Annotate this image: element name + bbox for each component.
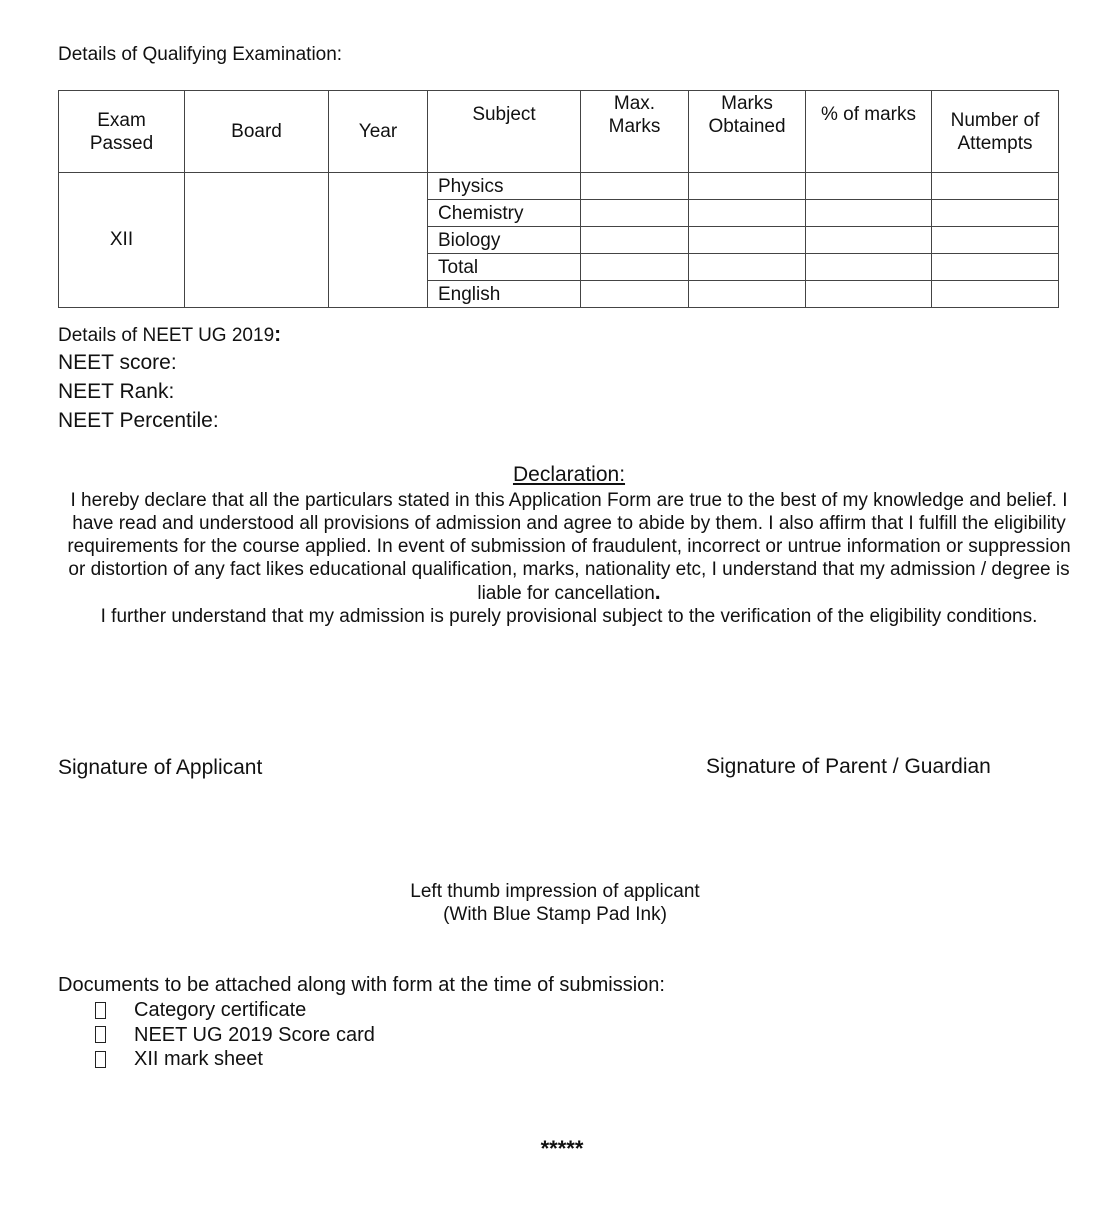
neet-percentile-label: NEET Percentile: — [58, 409, 219, 432]
list-item: Category certificate — [92, 998, 375, 1023]
parent-signature-label: Signature of Parent / Guardian — [706, 755, 991, 778]
documents-list — [92, 998, 375, 1072]
thumb-impression-label: Left thumb impression of applicant (With Blue Stamp Pad Ink) — [410, 881, 700, 925]
col-header-exam-passed: Exam Passed — [59, 91, 185, 173]
exam-passed-cell: XII — [59, 173, 185, 308]
year-cell[interactable] — [329, 173, 428, 308]
applicant-signature-label: Signature of Applicant — [58, 756, 263, 779]
declaration-paragraph-2: I further understand that my admission is purely provisional subject to the verification of the eligibility conditions. — [100, 606, 1038, 627]
percent-cell[interactable] — [806, 173, 932, 200]
neet-heading: Details of NEET UG 2019: — [58, 323, 282, 346]
subject-cell: Physics — [428, 173, 581, 200]
marks-obtained-cell[interactable] — [689, 200, 806, 227]
declaration-title: Declaration: — [512, 463, 626, 486]
attempts-cell[interactable] — [932, 254, 1059, 281]
percent-cell[interactable] — [806, 227, 932, 254]
checkbox-icon[interactable] — [95, 1051, 106, 1068]
col-header-marks-obtained: Marks Obtained — [689, 91, 806, 173]
col-header-subject: Subject — [428, 91, 581, 173]
marks-obtained-cell[interactable] — [689, 227, 806, 254]
max-marks-cell[interactable] — [581, 200, 689, 227]
end-marker: ***** — [540, 1136, 584, 1161]
marks-obtained-cell[interactable] — [689, 254, 806, 281]
declaration-paragraph-1: I hereby declare that all the particulars stated in this Application Form are true to the best of my knowledge and belief. I have read and understood all provisions of admission and agree to abide by them. I also affirm that I fulfill the eligibility requirements for the course applied. In event of submission of fraudulent, incorrect or untrue information or suppression or distortion of any fact likes educational qualification, marks, nationality etc, I understand that my admission / degree is liable for cancellation — [67, 490, 1071, 604]
subject-cell: Biology — [428, 227, 581, 254]
col-header-year: Year — [329, 91, 428, 173]
checkbox-icon[interactable] — [95, 1002, 106, 1019]
list-item: XII mark sheet — [92, 1047, 375, 1072]
attempts-cell[interactable] — [932, 173, 1059, 200]
neet-rank-label: NEET Rank: — [58, 380, 175, 403]
neet-score-label: NEET score: — [58, 351, 177, 374]
documents-heading: Documents to be attached along with form at the time of submission: — [58, 974, 665, 996]
max-marks-cell[interactable] — [581, 281, 689, 308]
subject-cell: Chemistry — [428, 200, 581, 227]
table-row — [59, 173, 1059, 200]
marks-obtained-cell[interactable] — [689, 173, 806, 200]
max-marks-cell[interactable] — [581, 227, 689, 254]
attempts-cell[interactable] — [932, 227, 1059, 254]
subject-cell: Total — [428, 254, 581, 281]
qualifying-exam-table — [58, 90, 1059, 308]
checkbox-icon[interactable] — [95, 1026, 106, 1043]
col-header-percent-marks: % of marks — [806, 91, 932, 173]
percent-cell[interactable] — [806, 200, 932, 227]
col-header-board: Board — [185, 91, 329, 173]
board-cell[interactable] — [185, 173, 329, 308]
col-header-attempts: Number of Attempts — [932, 91, 1059, 173]
declaration-text: I hereby declare that all the particulars stated in this Application Form are true to the best of my knowledge and belief. I have read and understood all provisions of admission and agree to abide by them. I also affirm that I fulfill the eligibility requirements for the course applied. In event of submission of fraudulent, incorrect or untrue information or suppression or distortion of any fact likes educational qualification, marks, nationality etc, I understand that my admission / degree is liable for cancellation. I further understand that my admission is purely provisional subject to the verification of the eligibility conditions. — [67, 490, 1071, 627]
col-header-max-marks: Max. Marks — [581, 91, 689, 173]
percent-cell[interactable] — [806, 281, 932, 308]
attempts-cell[interactable] — [932, 200, 1059, 227]
qualifying-heading: Details of Qualifying Examination: — [58, 44, 343, 65]
subject-cell: English — [428, 281, 581, 308]
attempts-cell[interactable] — [932, 281, 1059, 308]
marks-obtained-cell[interactable] — [689, 281, 806, 308]
max-marks-cell[interactable] — [581, 254, 689, 281]
max-marks-cell[interactable] — [581, 173, 689, 200]
table-header-row — [59, 91, 1059, 173]
percent-cell[interactable] — [806, 254, 932, 281]
list-item: NEET UG 2019 Score card — [92, 1023, 375, 1048]
